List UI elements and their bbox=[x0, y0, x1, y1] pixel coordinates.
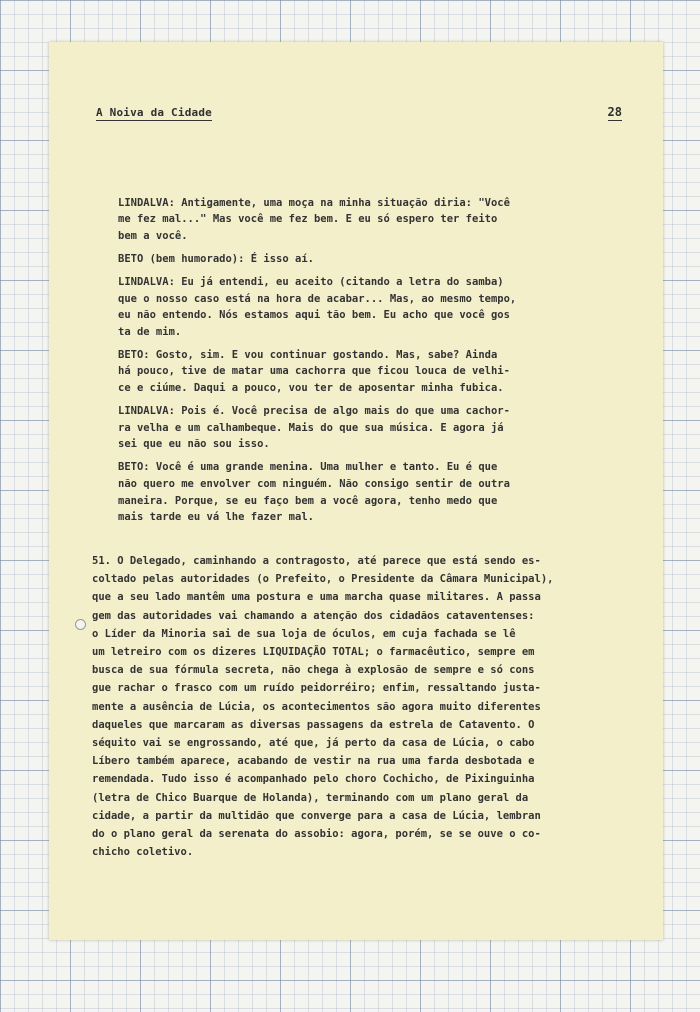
text-line: LINDALVA: Eu já entendi, eu aceito (citando a letra do samba) bbox=[118, 275, 504, 288]
text-line: que o nosso caso está na hora de acabar... Mas, ao mesmo tempo, bbox=[118, 292, 517, 305]
text-line: BETO: Você é uma grande menina. Uma mulher e tanto. Eu é que bbox=[118, 461, 498, 474]
dialogue-paragraph bbox=[118, 178, 588, 244]
text-line: ra velha e um calhambeque. Mais do que sua música. E agora já bbox=[118, 421, 504, 434]
text-line: Líbero também aparece, acabando de vestir na rua uma farda desbotada e bbox=[92, 755, 535, 768]
text-line: BETO (bem humorado): É isso aí. bbox=[118, 252, 314, 265]
page-number: 28 bbox=[607, 105, 622, 119]
dialogue-block bbox=[118, 178, 588, 532]
text-line: séquito vai se engrossando, até que, já perto da casa de Lúcia, o cabo bbox=[92, 737, 535, 750]
dialogue-paragraph bbox=[118, 274, 588, 340]
text-line: cidade, a partir da multidão que converge para a casa de Lúcia, lembran bbox=[92, 809, 541, 822]
text-line: busca de sua fórmula secreta, não chega à explosão de sempre e só cons bbox=[92, 664, 535, 677]
text-line: eu não entendo. Nós estamos aqui tão bem. Eu acho que você gos bbox=[118, 309, 510, 322]
text-line: que a seu lado mantêm uma postura e uma marcha quase militares. A passa bbox=[92, 591, 541, 604]
text-line: o Líder da Minoria sai de sua loja de óculos, em cuja fachada se lê bbox=[92, 627, 516, 640]
text-line: não quero me envolver com ninguém. Não consigo sentir de outra bbox=[118, 478, 510, 490]
text-line: 51. O Delegado, caminhando a contragosto, até parece que está sendo es- bbox=[92, 555, 541, 567]
text-line: maneira. Porque, se eu faço bem a você agora, tenho medo que bbox=[118, 494, 498, 507]
dialogue-paragraph bbox=[118, 403, 588, 453]
text-line: LINDALVA: Pois é. Você precisa de algo mais do que uma cachor- bbox=[118, 405, 510, 418]
text-line: ce e ciúme. Daqui a pouco, vou ter de aposentar minha fubica. bbox=[118, 382, 504, 395]
dialogue-paragraph bbox=[118, 459, 588, 525]
text-line: daqueles que marcaram as diversas passagens da estrela de Catavento. O bbox=[92, 718, 535, 731]
text-line: gue rachar o frasco com um ruído peidorréiro; enfim, ressaltando justa- bbox=[92, 682, 541, 695]
page-header-title: A Noiva da Cidade bbox=[96, 106, 212, 119]
dialogue-paragraph bbox=[118, 251, 588, 268]
text-line: gem das autoridades vai chamando a atenção dos cidadãos cataventenses: bbox=[92, 609, 535, 622]
text-line: (letra de Chico Buarque de Holanda), terminando com um plano geral da bbox=[92, 791, 529, 804]
text-line: me fez mal..." Mas você me fez bem. E eu só espero ter feito bbox=[118, 213, 498, 226]
text-line: remendada. Tudo isso é acompanhado pelo choro Cochicho, de Pixinguinha bbox=[92, 773, 535, 786]
text-line: LINDALVA: Antigamente, uma moça na minha situação diria: "Você bbox=[118, 196, 510, 209]
text-line: mais tarde eu vá lhe fazer mal. bbox=[118, 511, 314, 524]
scene-51-block bbox=[92, 552, 642, 861]
text-line: coltado pelas autoridades (o Prefeito, o Presidente da Câmara Municipal), bbox=[92, 573, 554, 586]
text-line: há pouco, tive de matar uma cachorra que ficou louca de velhi- bbox=[118, 365, 510, 378]
scene-paragraph bbox=[92, 552, 642, 861]
dialogue-paragraph bbox=[118, 347, 588, 397]
text-line: bem a você. bbox=[118, 229, 188, 242]
text-line: um letreiro com os dizeres LIQUIDAÇÃO TOTAL; o farmacêutico, sempre em bbox=[92, 646, 535, 659]
text-line: sei que eu não sou isso. bbox=[118, 438, 270, 451]
text-line: BETO: Gosto, sim. E vou continuar gostando. Mas, sabe? Ainda bbox=[118, 348, 498, 361]
punch-hole bbox=[75, 619, 86, 630]
text-line: do o plano geral da serenata do assobio: agora, porém, se se ouve o co- bbox=[92, 828, 541, 841]
typewritten-page bbox=[49, 42, 663, 940]
text-line: chicho coletivo. bbox=[92, 846, 194, 859]
text-line: mente a ausência de Lúcia, os acontecimentos são agora muito diferentes bbox=[92, 700, 541, 713]
text-line: ta de mim. bbox=[118, 325, 182, 338]
